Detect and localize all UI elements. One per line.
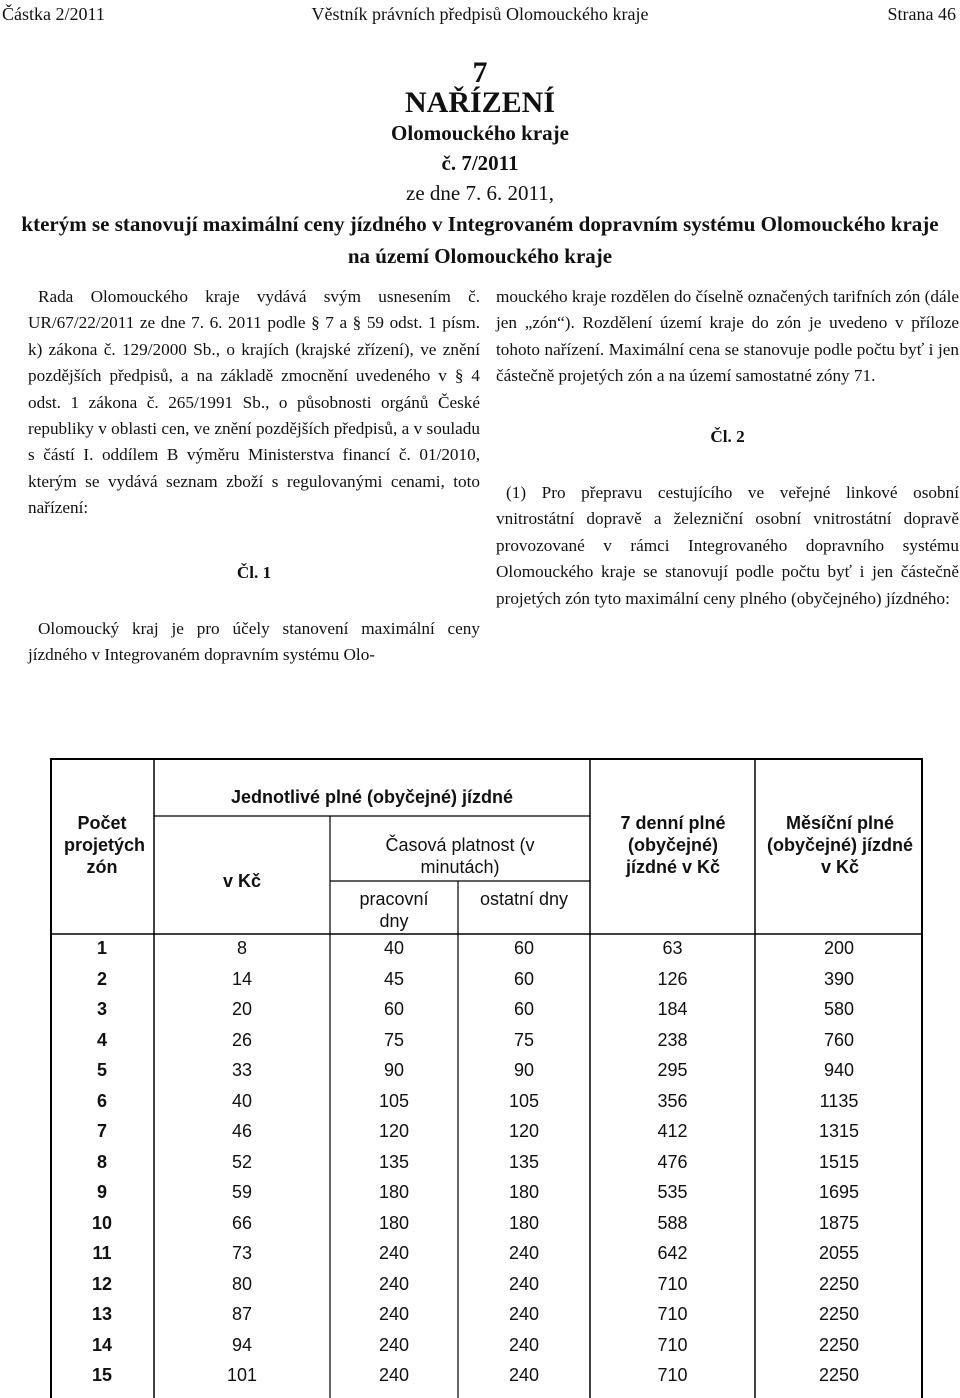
weekly-cell: 642 <box>657 1243 688 1263</box>
regulation-ref: č. 7/2011 <box>441 151 519 175</box>
header-price: v Kč <box>222 871 262 891</box>
workdays-cell: 240 <box>378 1273 410 1294</box>
other-days-cell: 240 <box>508 1243 540 1263</box>
workdays-cell: 45 <box>383 968 405 989</box>
zones-cell: 5 <box>96 1060 107 1080</box>
monthly-cell: 200 <box>823 938 855 958</box>
other-days-cell: 240 <box>508 1334 540 1355</box>
price-cell: 101 <box>226 1365 258 1385</box>
fare-table <box>50 758 923 1398</box>
price-cell: 66 <box>231 1212 253 1233</box>
zones-cell: 12 <box>91 1273 113 1294</box>
other-days-cell: 135 <box>508 1151 540 1172</box>
workdays-cell: 240 <box>378 1243 410 1263</box>
regulation-number: 7 <box>472 56 488 89</box>
other-days-cell: 60 <box>513 999 535 1019</box>
header-other-days: ostatní dny <box>479 889 569 909</box>
issue-number: Částka 2/2011 <box>2 4 105 24</box>
price-cell: 87 <box>231 1304 253 1324</box>
weekly-cell: 710 <box>657 1273 688 1294</box>
price-cell: 8 <box>236 938 247 958</box>
weekly-cell: 412 <box>657 1121 688 1141</box>
article-2-text: (1) Pro přepravu cestujícího ve veřejné linkové osobní vnitrostátní dopravě a železniční osobní vnitrostátní dopravě provozované v rámci Integrovaného dopravního systému Olomouckého kraje se stanovují podle počtu byť i jen částečně projetých zón tyto maximální ceny plného (obyčejného) jízdného: <box>496 483 959 608</box>
monthly-cell: 1875 <box>818 1212 860 1233</box>
regulation-issuer: Olomouckého kraje <box>391 121 569 145</box>
regulation-title <box>0 58 960 272</box>
weekly-cell: 476 <box>657 1151 688 1172</box>
weekly-cell: 356 <box>657 1090 688 1111</box>
header-weekly: 7 denní plné (obyčejné) jízdné v Kč <box>620 813 726 877</box>
other-days-cell: 120 <box>508 1121 540 1141</box>
weekly-cell: 126 <box>657 968 688 989</box>
monthly-cell: 1135 <box>819 1090 859 1111</box>
monthly-cell: 940 <box>823 1060 855 1080</box>
workdays-cell: 40 <box>383 938 405 958</box>
price-cell: 80 <box>231 1273 253 1294</box>
header-single-fare: Jednotlivé plné (obyčejné) jízdné <box>230 787 514 807</box>
workdays-cell: 240 <box>378 1304 410 1324</box>
other-days-cell: 90 <box>513 1060 535 1080</box>
weekly-cell: 63 <box>662 938 683 958</box>
regulation-subject-1: kterým se stanovují maximální ceny jízdného v Integrovaném dopravním systému Olomouckého kraje <box>21 212 939 236</box>
monthly-cell: 2055 <box>818 1243 860 1263</box>
workdays-cell: 180 <box>378 1212 410 1233</box>
weekly-cell: 184 <box>657 999 688 1019</box>
journal-title: Věstník právních předpisů Olomouckého kraje <box>311 4 649 24</box>
price-cell: 14 <box>231 968 253 989</box>
regulation-subject-2: na území Olomouckého kraje <box>347 244 613 268</box>
right-column <box>496 284 959 612</box>
price-cell: 33 <box>231 1060 253 1080</box>
price-cell: 46 <box>231 1121 253 1141</box>
zones-cell: 9 <box>96 1182 107 1202</box>
header-validity: Časová platnost (v minutách) <box>385 835 535 877</box>
workdays-cell: 90 <box>383 1060 405 1080</box>
workdays-cell: 60 <box>383 999 405 1019</box>
other-days-cell: 180 <box>508 1182 540 1202</box>
page-header <box>0 4 960 28</box>
article-1-heading: Čl. 1 <box>236 562 272 582</box>
zones-cell: 6 <box>96 1090 107 1111</box>
other-days-cell: 240 <box>508 1273 540 1294</box>
workdays-cell: 240 <box>378 1334 410 1355</box>
zones-cell: 11 <box>92 1243 112 1263</box>
monthly-cell: 2250 <box>818 1334 860 1355</box>
other-days-cell: 75 <box>513 1029 535 1050</box>
monthly-cell: 1515 <box>818 1151 860 1172</box>
other-days-cell: 105 <box>508 1090 540 1111</box>
regulation-type: NAŘÍZENÍ <box>404 86 556 119</box>
monthly-cell: 2250 <box>818 1365 860 1385</box>
header-zones: Počet projetých zón <box>64 813 146 877</box>
regulation-date: ze dne 7. 6. 2011, <box>406 181 554 205</box>
other-days-cell: 60 <box>513 938 535 958</box>
weekly-cell: 710 <box>657 1365 688 1385</box>
zones-cell: 10 <box>91 1212 113 1233</box>
left-column <box>28 284 480 669</box>
weekly-cell: 535 <box>657 1182 688 1202</box>
price-cell: 20 <box>231 999 253 1019</box>
other-days-cell: 240 <box>508 1304 540 1324</box>
zones-cell: 3 <box>96 999 107 1019</box>
price-cell: 40 <box>231 1090 253 1111</box>
zones-cell: 4 <box>96 1029 107 1050</box>
weekly-cell: 710 <box>657 1304 688 1324</box>
monthly-cell: 1695 <box>818 1182 860 1202</box>
article-1-continuation: mouckého kraje rozdělen do číselně označených tarifních zón (dále jen „zón“). Rozdělení území kraje do zón je uvedeno v příloze tohoto nařízení. Maximální cena se stanovuje podle počtu byť i jen částečně projetých zón a na území samostatné zóny 71. <box>496 287 959 386</box>
workdays-cell: 240 <box>378 1365 410 1385</box>
workdays-cell: 75 <box>383 1029 405 1050</box>
price-cell: 73 <box>231 1243 253 1263</box>
monthly-cell: 580 <box>823 999 855 1019</box>
zones-cell: 14 <box>91 1334 113 1355</box>
workdays-cell: 180 <box>378 1182 410 1202</box>
workdays-cell: 135 <box>378 1151 410 1172</box>
article-2-heading: Čl. 2 <box>710 426 745 446</box>
other-days-cell: 60 <box>513 968 535 989</box>
workdays-cell: 105 <box>378 1090 410 1111</box>
zones-cell: 1 <box>96 938 107 958</box>
header-workdays: pracovní dny <box>359 889 429 931</box>
monthly-cell: 2250 <box>818 1304 860 1324</box>
weekly-cell: 295 <box>657 1060 688 1080</box>
price-cell: 94 <box>231 1334 253 1355</box>
zones-cell: 8 <box>96 1151 107 1172</box>
other-days-cell: 180 <box>508 1212 540 1233</box>
price-cell: 59 <box>231 1182 253 1202</box>
weekly-cell: 710 <box>657 1334 688 1355</box>
monthly-cell: 760 <box>823 1029 855 1050</box>
weekly-cell: 238 <box>657 1029 688 1050</box>
article-1-text: Olomoucký kraj je pro účely stanovení maximální ceny jízdného v Integrovaném dopravním systému Olo- <box>28 619 480 665</box>
monthly-cell: 390 <box>823 968 855 989</box>
weekly-cell: 588 <box>657 1212 688 1233</box>
price-cell: 52 <box>231 1151 253 1172</box>
zones-cell: 13 <box>91 1304 113 1324</box>
intro-paragraph: Rada Olomouckého kraje vydává svým usnesením č. UR/67/22/2011 ze dne 7. 6. 2011 podle § 7 a § 59 odst. 1 písm. k) zákona č. 129/2000 Sb., o krajích (krajské zřízení), ve znění pozdějších předpisů, a na základě zmocnění uvedeného v § 4 odst. 1 zákona č. 265/1991 Sb., o působnosti orgánů České republiky v oblasti cen, ve znění pozdějších předpisů, a v souladu s částí I. oddílem B výměru Ministerstva financí č. 01/2010, kterým se vydává seznam zboží s regulovanými cenami, toto nařízení: <box>28 287 480 518</box>
zones-cell: 15 <box>91 1365 113 1385</box>
monthly-cell: 2250 <box>818 1273 860 1294</box>
zones-cell: 2 <box>96 968 107 989</box>
other-days-cell: 240 <box>508 1365 540 1385</box>
header-monthly: Měsíční plné (obyčejné) jízdné v Kč <box>766 813 914 877</box>
zones-cell: 7 <box>96 1121 107 1141</box>
price-cell: 26 <box>231 1029 253 1050</box>
page-number: Strana 46 <box>887 4 956 24</box>
monthly-cell: 1315 <box>818 1121 860 1141</box>
workdays-cell: 120 <box>378 1121 410 1141</box>
